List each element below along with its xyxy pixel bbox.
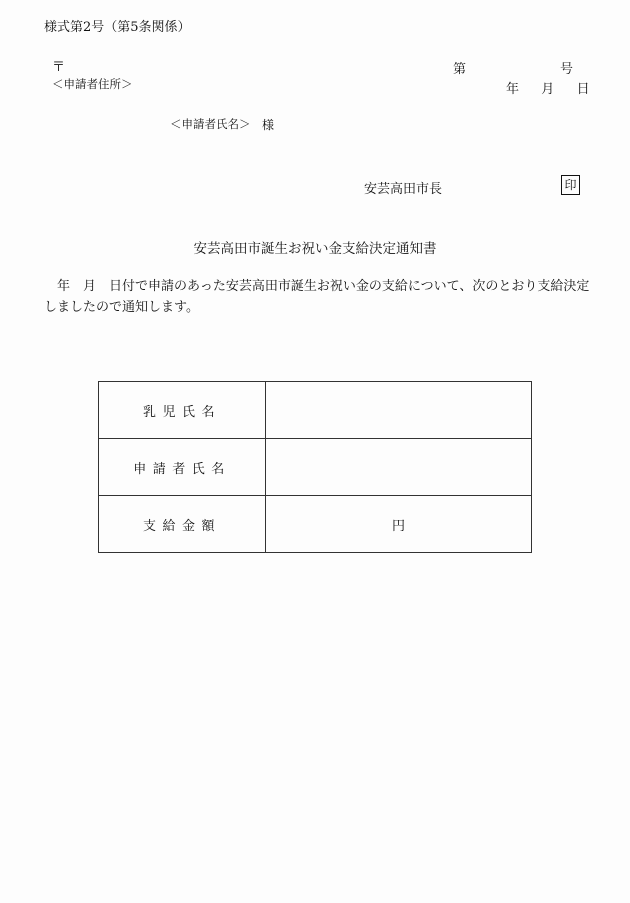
payment-amount-value: 円 xyxy=(266,496,532,553)
table-row xyxy=(99,439,532,496)
applicant-name-placeholder: ＜申請者氏名＞ xyxy=(170,117,251,131)
form-number: 様式第2号（第5条関係） xyxy=(44,20,191,35)
table-row xyxy=(99,496,532,553)
honorific: 様 xyxy=(262,118,275,132)
seal-stamp: 印 xyxy=(561,175,580,195)
date-day: 日 xyxy=(576,82,590,97)
postal-mark: 〒 xyxy=(52,60,66,75)
details-table xyxy=(98,381,532,553)
infant-name-label: 乳児氏名 xyxy=(99,382,266,439)
applicant-name-label: 申請者氏名 xyxy=(99,439,266,496)
date-month: 月 xyxy=(541,82,555,97)
document-title: 安芸高田市誕生お祝い金支給決定通知書 xyxy=(193,241,437,257)
document-number-suffix: 号 xyxy=(560,62,574,77)
issue-date xyxy=(506,78,590,97)
applicant-name-value xyxy=(266,439,532,496)
notice-body: 年 月 日付で申請のあった安芸高田市誕生お祝い金の支給について、次のとおり支給決定しましたので通知します。 xyxy=(44,279,590,315)
issuer-title: 安芸高田市長 xyxy=(364,182,443,197)
infant-name-value xyxy=(266,382,532,439)
date-year: 年 xyxy=(506,82,520,97)
document-number-prefix: 第 xyxy=(453,62,467,77)
table-row xyxy=(99,382,532,439)
applicant-address-placeholder: ＜申請者住所＞ xyxy=(52,77,133,91)
payment-amount-label: 支給金額 xyxy=(99,496,266,553)
